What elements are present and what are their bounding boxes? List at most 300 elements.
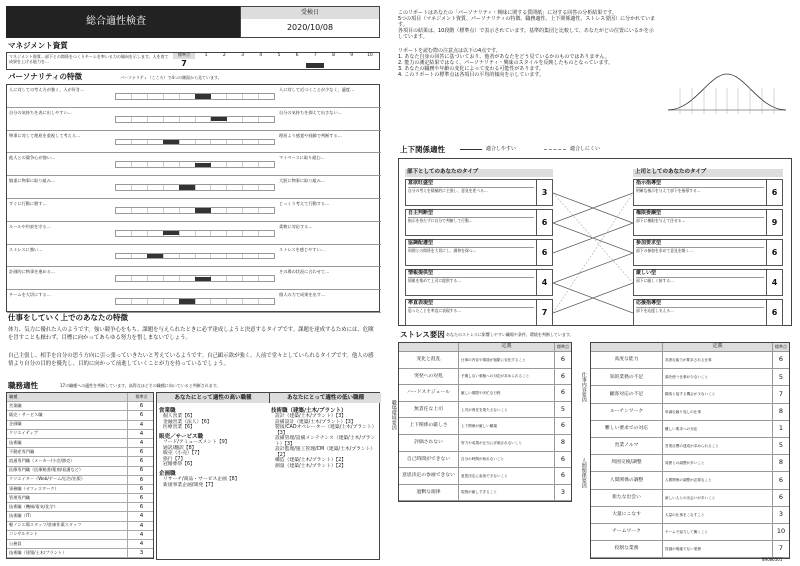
- stress-subtitle: あなたのストレスに影響しやすい職場や条件、環境を判断しています。: [446, 332, 574, 337]
- scale-cell: [147, 208, 163, 213]
- trait-box: [633, 239, 783, 266]
- scale-cell: [131, 231, 147, 236]
- job-row: [7, 476, 153, 485]
- management-desc: マネジメント資質…部下との関係をつくりチームを率いる力の傾向を示します。人を育て成果を上げる能力を…: [9, 54, 169, 64]
- personality-right-text: 人に対して近づくことが少なく、適度…: [279, 87, 355, 92]
- trait-name: 権限委譲型: [636, 211, 764, 218]
- stress-score: 1: [778, 424, 784, 433]
- personality-left-text: 人に対しての考え方が強く、人が好き…: [9, 87, 85, 92]
- trait-score: 4: [536, 270, 552, 295]
- stress-score: 6: [778, 492, 784, 501]
- scale-cell: [258, 276, 274, 281]
- stress-row: [591, 490, 789, 507]
- scale-cell: [163, 117, 179, 122]
- job-score: 4: [127, 531, 153, 539]
- job-group-title: 技術職（建築/土木/プラント）: [271, 408, 347, 414]
- scale-cell: [163, 94, 179, 99]
- trait-name: 意欲旺盛型: [408, 181, 534, 188]
- tick-label: 4: [259, 53, 263, 58]
- tick-label: 3: [241, 53, 244, 58]
- trait-box: [633, 179, 783, 206]
- stress-score: 6: [778, 475, 784, 484]
- scale-cell: [179, 276, 195, 281]
- scale-cell: [210, 94, 226, 99]
- scale-cell: [116, 162, 131, 167]
- stress-score: 10: [776, 527, 786, 536]
- stress-right-table: [590, 342, 790, 559]
- job-row: [7, 540, 153, 549]
- scale-cell: [116, 254, 131, 259]
- trait-box: [405, 179, 553, 206]
- scale-cell: [179, 254, 195, 259]
- scale-cell: [210, 254, 226, 259]
- job-score: 4: [127, 540, 153, 548]
- trait-desc: 明確な指示を与えて部下を指導する…: [636, 187, 701, 193]
- job-name: 技術職（建築/土木/プラント）: [9, 549, 67, 555]
- high-jobs-list: [159, 405, 267, 488]
- stress-score: 6: [560, 388, 566, 397]
- job-name: クリエイティブ: [9, 430, 38, 436]
- job-score: 6: [127, 411, 153, 419]
- stress-right-header: [591, 343, 789, 352]
- personality-row: [7, 153, 381, 176]
- trait-score: 9: [766, 210, 782, 235]
- personality-right-text: 柔軟に対応する…: [279, 223, 313, 229]
- tick-label: 7: [313, 53, 317, 58]
- relations-legend: [460, 147, 600, 153]
- stress-row: [399, 402, 571, 419]
- scale-cell: [179, 208, 195, 213]
- report-note-item: 3. あなたの職務や年齢の変化によって変わる可能性があります。: [398, 66, 544, 72]
- trait-text: [406, 300, 536, 325]
- stress-desc: 顧客と接する機会が少ないこと: [663, 386, 773, 402]
- scale-cell: [195, 185, 211, 190]
- job-row: [7, 522, 153, 531]
- stress-row: [399, 468, 571, 485]
- stress-row: [399, 352, 571, 369]
- scale-cell: [258, 231, 274, 236]
- job-score: 6: [127, 503, 153, 511]
- job-name: 軽ノンエ場スタッフ/倉庫作業スタッフ: [9, 522, 82, 528]
- low-jobs-title: あなたにとって適性の低い職種: [269, 393, 381, 403]
- job-row: [7, 503, 153, 512]
- job-row: [7, 402, 153, 411]
- personality-right-text: 自分の気持ちを抑えて出さない…: [279, 109, 342, 115]
- tick-label: 2: [222, 53, 226, 58]
- stress-row: [399, 418, 571, 435]
- stress-desc: 意思決定に参加できないこと: [459, 468, 555, 484]
- stress-desc: 厳しい期限や多忙な日程: [459, 385, 555, 401]
- job-group-item: 構造（建築/土木/プラント）【2】: [275, 458, 347, 464]
- personality-left-text: 他人との競争心が強い…: [9, 155, 56, 161]
- report-title: 総合適性検査: [86, 16, 146, 28]
- trait-desc: 自分の考えを積極的に主張し、意見を述べる…: [408, 187, 488, 193]
- stress-score: 5: [560, 404, 566, 413]
- job-group-title: 販売／サービス職: [159, 433, 204, 440]
- stress-row: [591, 541, 789, 558]
- stress-desc: 周囲との調整が多いこと: [663, 455, 773, 471]
- stress-row: [591, 472, 789, 489]
- scale-cell: [258, 299, 274, 304]
- job-score: 4: [127, 512, 153, 520]
- personality-row: [7, 245, 381, 268]
- stress-desc: 難しい要求への対応: [663, 421, 773, 437]
- stress-score: 8: [560, 438, 566, 447]
- scale-cell: [226, 185, 242, 190]
- scale-cell: [242, 185, 258, 190]
- job-score: 6: [127, 457, 153, 465]
- personality-scale: [115, 253, 275, 260]
- jobs-header: [7, 393, 153, 402]
- trait-desc: 部下に権限を与えて任せる…: [636, 217, 686, 223]
- stress-score: 6: [778, 355, 784, 364]
- job-name: 技術職: [9, 439, 22, 445]
- document-code: 89086501: [762, 557, 783, 562]
- scale-cell: [179, 94, 195, 99]
- job-group-item: 設備管理/設備メンテナンス（建築/土木/プラント）【3】: [275, 436, 376, 447]
- job-score: 6: [127, 476, 153, 484]
- job-score: 6: [127, 485, 153, 493]
- scale-cell: [163, 208, 179, 213]
- management-box: [6, 52, 380, 70]
- trait-text: [406, 270, 536, 295]
- personality-left-text: 物事に対して理屈を重視して考える…: [9, 132, 81, 138]
- job-name: 営業職: [9, 402, 22, 408]
- scale-cell: [163, 185, 179, 190]
- trait-box: [405, 209, 553, 236]
- job-score: 6: [127, 494, 153, 502]
- scale-cell: [147, 140, 163, 145]
- scale-cell: [226, 94, 242, 99]
- job-score: 4: [127, 421, 153, 429]
- stress-name: 突発への対処: [399, 369, 459, 385]
- scale-cell: [147, 117, 163, 122]
- stress-row: [591, 507, 789, 524]
- stress-name: チームワーク: [591, 524, 663, 540]
- job-name: 医療専門職（医療秘書/薬剤/看護など）: [9, 467, 84, 473]
- job-row: [7, 531, 153, 540]
- job-group-item: 医療営業【6】: [163, 425, 195, 431]
- personality-left-text: 計画的に物事を進める…: [9, 269, 56, 275]
- scale-cell: [163, 254, 179, 259]
- job-row: [7, 467, 153, 476]
- stress-col-score: 標準点: [557, 343, 569, 349]
- scale-cell: [258, 208, 274, 213]
- scale-cell: [210, 299, 226, 304]
- personality-right-text: その場の状況に合わせて…: [279, 269, 330, 275]
- stress-desc: 自分の時間が取れないこと: [459, 452, 555, 468]
- legend-good: 適合しやすい: [486, 146, 517, 152]
- scale-cell: [116, 276, 131, 281]
- stress-group-right-top: 仕事内容要因: [580, 372, 587, 402]
- stress-name: 役割な業務: [591, 541, 663, 557]
- trait-desc: 部下の参加を求めて意見を聞く…: [636, 247, 693, 253]
- personality-score-bar: [179, 299, 195, 304]
- personality-chart: [6, 84, 380, 312]
- scale-cell: [195, 299, 211, 304]
- tick-label: 9: [350, 53, 354, 58]
- scale-cell: [210, 276, 226, 281]
- job-group-item: 製図/CADオペレーター（建築/土木/プラント）【3】: [275, 425, 377, 436]
- job-score: 6: [127, 467, 153, 475]
- trait-text: [634, 270, 766, 295]
- scale-cell: [210, 185, 226, 190]
- report-title-bar: [6, 6, 240, 38]
- job-score: 4: [127, 439, 153, 447]
- personality-left-text: すぐに行動に移す…: [9, 201, 47, 206]
- personality-score-bar: [211, 117, 227, 122]
- job-name: 不動産専門職: [9, 448, 35, 454]
- scale-cell: [131, 117, 147, 122]
- personality-right-text: 個人の力で成果を出す…: [279, 292, 326, 298]
- trait-score: 6: [766, 300, 782, 325]
- stress-row: [591, 386, 789, 403]
- scale-cell: [195, 117, 211, 122]
- scale-cell: [258, 94, 274, 99]
- scale-cell: [242, 208, 258, 213]
- trait-name: 指示指導型: [636, 181, 764, 188]
- scale-cell: [258, 185, 274, 190]
- stress-name: 意思決定の参画できない: [399, 468, 459, 484]
- personality-subtitle: パーソナリティ（こころ）で4つの側面から見ています。: [120, 75, 222, 80]
- stress-row: [399, 485, 571, 502]
- scale-cell: [116, 117, 131, 122]
- scale-cell: [147, 231, 163, 236]
- scale-cell: [242, 231, 258, 236]
- job-group-title: 営業職: [159, 408, 176, 414]
- trait-desc: 部下を応援し支える…: [636, 307, 674, 313]
- job-score: 4: [127, 522, 153, 530]
- job-score: 4: [127, 430, 153, 438]
- trait-desc: 指示を待たずに自分で判断して行動…: [408, 217, 473, 223]
- job-group-item: 設計（建築/土木/プラント）【3】: [275, 414, 347, 420]
- relations-right-title: 上司としてのあなたのタイプ: [633, 169, 783, 177]
- trait-desc: 周囲との関係を大切にし、調和を保つ…: [408, 247, 477, 253]
- stress-name: 周囲交換/調整: [591, 455, 663, 471]
- stress-col-def: 定義: [459, 343, 555, 351]
- stress-score: 6: [560, 454, 566, 463]
- job-group-item: 販売（小売）【7】: [163, 451, 203, 457]
- job-name: 技術職（IT）: [9, 513, 34, 519]
- stress-name: ハードスケジュール: [399, 385, 459, 401]
- stress-left-header: [399, 343, 571, 352]
- trait-box: [633, 209, 783, 236]
- trait-box: [633, 299, 783, 326]
- trait-box: [633, 269, 783, 296]
- report-note: [398, 10, 658, 78]
- scale-cell: [116, 185, 131, 190]
- scale-cell: [179, 140, 195, 145]
- jobs-title: 職務適性: [8, 381, 38, 390]
- scale-cell: [163, 299, 179, 304]
- scale-cell: [226, 162, 242, 167]
- tick-label: 10: [367, 53, 373, 58]
- job-group-title: 企画職: [159, 470, 176, 477]
- stress-right-rows: [591, 352, 789, 558]
- scale-cell: [242, 94, 258, 99]
- scale-cell: [242, 254, 258, 259]
- trait-text: [634, 240, 766, 265]
- job-row: [7, 512, 153, 521]
- personality-left-text: ルールや約束を守る…: [9, 223, 51, 229]
- jobs-col-job: 職種: [9, 393, 18, 399]
- stress-score: 6: [560, 471, 566, 480]
- scale-cell: [242, 276, 258, 281]
- jobs-col-score: 標準点: [127, 393, 153, 401]
- job-name: 技術職（機械/電気/化学）: [9, 503, 58, 509]
- personality-right-text: 理屈より感覚や経験で判断する…: [279, 132, 342, 138]
- job-name: 管理専門職: [9, 494, 30, 500]
- job-group-item: 旅行【7】: [163, 456, 186, 462]
- personality-score-bar: [195, 208, 211, 213]
- stress-name: 営業ノルマ: [591, 438, 663, 454]
- scale-cell: [210, 140, 226, 145]
- stress-row: [591, 404, 789, 421]
- stress-col-score: 標準点: [775, 343, 787, 349]
- scale-cell: [147, 299, 163, 304]
- trait-text: [634, 300, 766, 325]
- normal-distribution-curve: [664, 68, 790, 118]
- job-group-item: 新規事業企画/開発【7】: [163, 482, 216, 488]
- trait-box: [405, 299, 553, 326]
- scale-cell: [242, 162, 258, 167]
- personality-score-bar: [179, 185, 195, 190]
- trait-desc: 思ったことを率直に表現する…: [408, 307, 462, 313]
- scale-cell: [226, 276, 242, 281]
- scale-cell: [210, 162, 226, 167]
- stress-group-left-label: 職場環境要因: [390, 400, 397, 430]
- stress-desc: 努力や成果が正当に評価されないこと: [459, 435, 555, 451]
- stress-name: 顧客対応の不足: [591, 386, 663, 402]
- stress-row: [591, 524, 789, 541]
- personality-score-bar: [163, 231, 179, 236]
- job-score: 6: [127, 448, 153, 456]
- personality-scale: [115, 298, 275, 305]
- job-row: [7, 485, 153, 494]
- stress-row: [591, 438, 789, 455]
- job-group-item: フード/アミューズメント【9】: [163, 440, 230, 446]
- trait-score: 7: [536, 300, 552, 325]
- trait-box: [405, 239, 553, 266]
- scale-cell: [226, 117, 242, 122]
- personality-score-bar: [195, 163, 211, 168]
- scale-cell: [195, 140, 211, 145]
- job-name: 販売・サービス職: [9, 412, 43, 418]
- stress-name: 難しい要求での対応: [591, 421, 663, 437]
- personality-score-bar: [147, 254, 163, 259]
- personality-left-text: チームを大切にする…: [9, 292, 51, 298]
- job-group-item: 通訳/翻訳【8】: [163, 445, 197, 451]
- stress-score: 8: [778, 458, 784, 467]
- trait-score: 6: [536, 240, 552, 265]
- stress-col-def: 定義: [663, 343, 773, 351]
- tick-label: 5: [277, 53, 281, 58]
- stress-row: [591, 352, 789, 369]
- stress-name: 評価されない: [399, 435, 459, 451]
- trait-desc: 情報を集めて上司に提供する…: [408, 277, 462, 283]
- scale-cell: [210, 208, 226, 213]
- scale-cell: [116, 94, 131, 99]
- stress-desc: 大量の仕事をこなすこと: [663, 507, 773, 523]
- stress-desc: 単調な繰り返しの仕事: [663, 404, 773, 420]
- stress-score: 7: [778, 389, 784, 398]
- stress-desc: 新しい人との出会いが多いこと: [663, 490, 773, 506]
- personality-scale: [115, 184, 275, 191]
- scale-cell: [147, 94, 163, 99]
- personality-left-text: 慎重に物事に取り組み…: [9, 178, 56, 184]
- scale-cell: [147, 276, 163, 281]
- scale-cell: [195, 231, 211, 236]
- scale-cell: [258, 117, 274, 122]
- stress-desc: 営業目標の達成が求められること: [663, 438, 773, 454]
- job-row: [7, 439, 153, 448]
- scale-cell: [131, 299, 147, 304]
- scale-cell: [116, 231, 131, 236]
- exam-date-value: 2020/10/08: [286, 23, 334, 32]
- job-name: クリエイター（Web/ゲーム/広告/出版）: [9, 476, 86, 482]
- report-note-line: 各項目の結果は、10段階（標準点）で表示されています。基準的集団と比較して、あなたがどの位置にいるかを示しています。: [398, 28, 654, 40]
- high-jobs-title: あなたにとって適性の高い職種: [157, 393, 269, 403]
- management-title: マネジメント資質: [8, 41, 68, 50]
- stress-row: [399, 435, 571, 452]
- report-note-line: 5つの項目（マネジメント資質、パーソナリティの特徴、職務適性、上下関係適性、ストレス要因）に分かれています。: [398, 16, 656, 28]
- stress-row: [591, 455, 789, 472]
- stress-row: [399, 452, 571, 469]
- relations-links: [553, 179, 633, 325]
- scale-cell: [258, 162, 274, 167]
- personality-row: [7, 176, 381, 199]
- personality-title: パーソナリティの特徴: [8, 72, 82, 81]
- stress-score: 7: [778, 544, 784, 553]
- management-score-label: 標準点: [173, 53, 195, 59]
- stress-name: 高度な能力: [591, 352, 663, 368]
- scale-cell: [226, 140, 242, 145]
- tick-label: 6: [295, 53, 299, 58]
- personality-scale: [115, 230, 275, 237]
- stress-group-right-bottom: 人間関係要因: [580, 458, 587, 488]
- scale-cell: [226, 299, 242, 304]
- scale-cell: [131, 254, 147, 259]
- stress-row: [591, 369, 789, 386]
- scale-cell: [226, 231, 242, 236]
- trait-desc: 部下に厳しく接する…: [636, 277, 674, 283]
- work-style-para1: 体力、気力に優れた人のようです。強い競争心をもち、課題を与えられたときに必ず達成しようと決意するタイプです。課題を達成するためには、危険を冒すことも厭わず、目標に向かってあらゆる努力を惜しまないでしょう。: [8, 327, 374, 342]
- scale-cell: [179, 162, 195, 167]
- scale-cell: [116, 299, 131, 304]
- trait-score: 6: [766, 180, 782, 205]
- report-note-item: 2. 能力の測定結果ではなく、パーソナリティ・興味のスタイルを反映したものとなっています。: [398, 60, 614, 66]
- job-name: コンサルタント: [9, 531, 38, 537]
- stress-name: 無責任な上司: [399, 402, 459, 418]
- job-row: [7, 457, 153, 466]
- job-score: 3: [127, 549, 153, 557]
- scale-cell: [147, 162, 163, 167]
- stress-score: 8: [778, 406, 784, 415]
- stress-name: 新たな出会い: [591, 490, 663, 506]
- scale-cell: [226, 254, 242, 259]
- stress-score: 6: [560, 421, 566, 430]
- trait-name: 協調配慮型: [408, 241, 534, 248]
- scale-cell: [131, 185, 147, 190]
- scale-cell: [131, 208, 147, 213]
- stress-left-table: [398, 342, 572, 502]
- job-name: 企画職: [9, 421, 22, 427]
- stress-desc: 上下関係が厳しい職場: [459, 418, 555, 434]
- scale-cell: [131, 162, 147, 167]
- trait-score: 3: [536, 180, 552, 205]
- stress-desc: 頭を使う仕事が少ないこと: [663, 369, 773, 385]
- stress-name: 上下関係の厳しさ: [399, 418, 459, 434]
